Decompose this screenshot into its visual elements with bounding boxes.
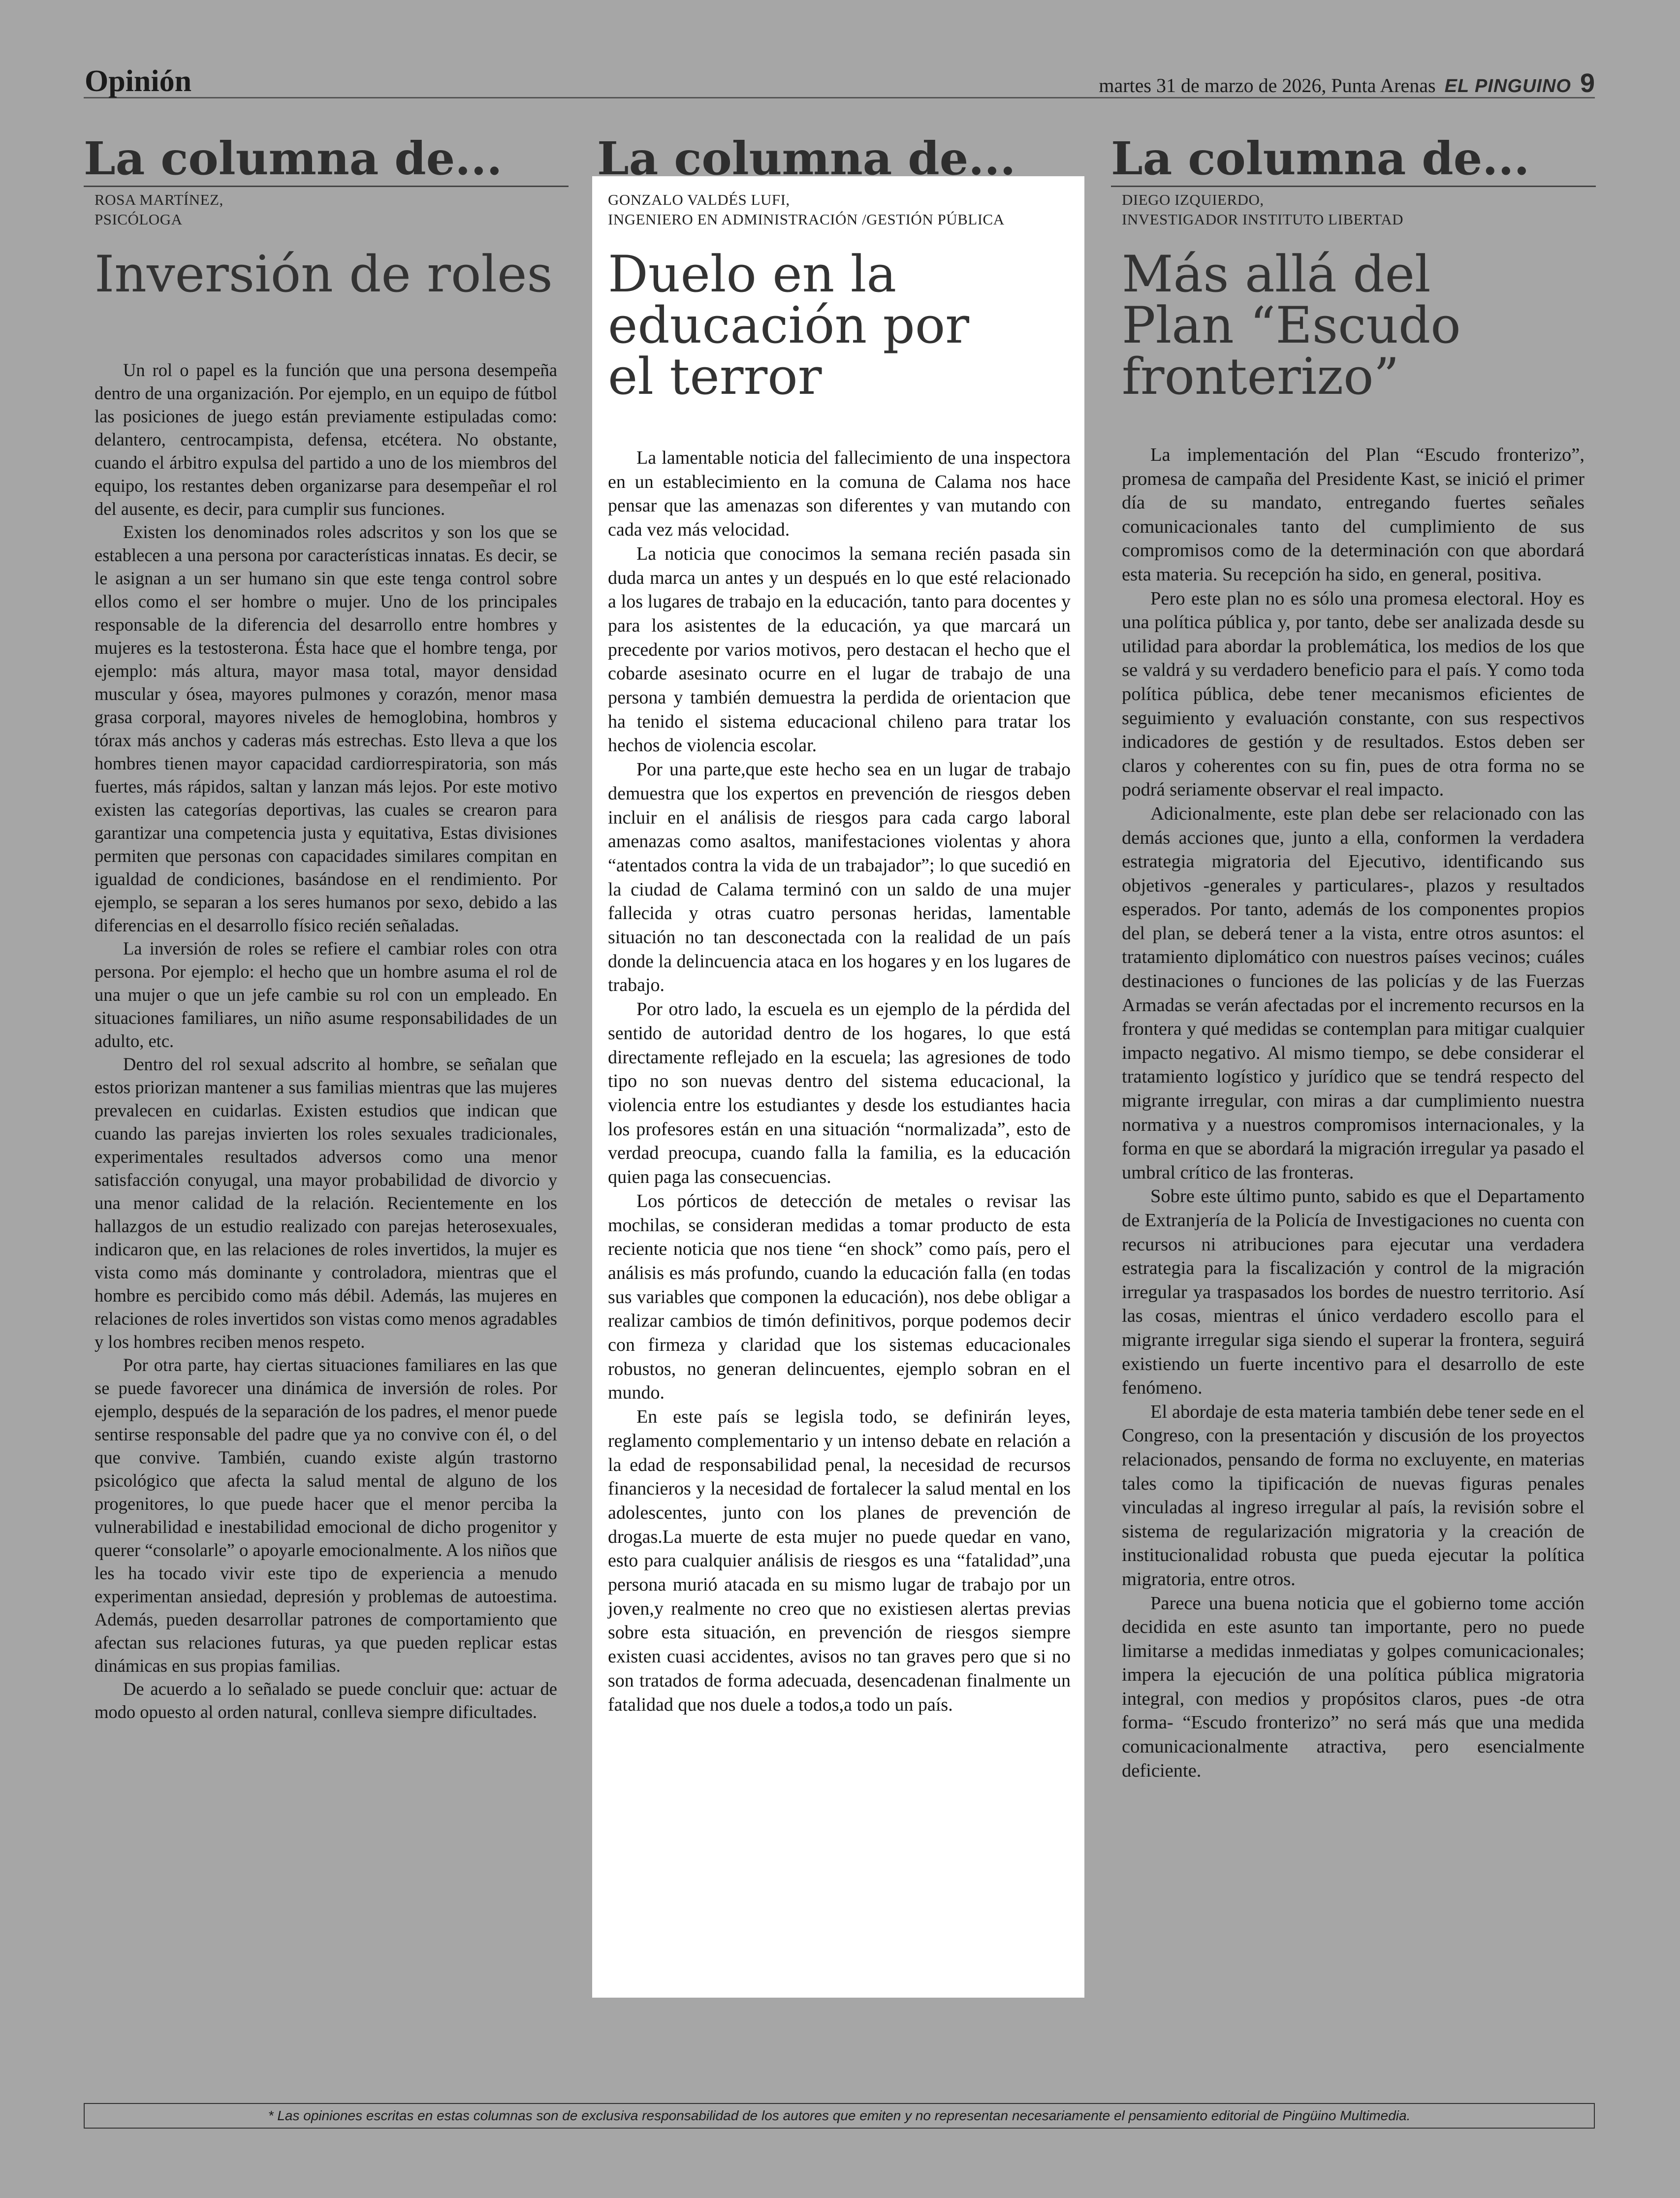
byline [95,190,569,229]
paragraph: La noticia que conocimos la semana recién pasada sin duda marca un antes y un después en lo que esté relacionado a los lugares de trabajo en la educación, tanto para docentes y para los asistentes de la educación, ya que marcará un precedente por varios motivos, pero destacan el hecho que el cobarde asesinato ocurre en el lugar de trabajo de una persona y también demuestra la perdida de orientacion que ha tenido el sistema educacional chileno para tratar los hechos de violencia escolar. [608,543,1071,756]
column-martinez [84,130,569,2040]
paragraph: La inversión de roles se refiere el cambiar roles con otra persona. Por ejemplo: el hecho que un hombre asuma el rol de una mujer o que un jefe cambie su rol con un empleado. En situaciones familiares, un niño asume responsabilidades de un adulto, etc. [95,938,557,1051]
page-number: 9 [1580,68,1595,98]
paragraph: La lamentable noticia del fallecimiento de una inspectora en un establecimiento en la comuna de Calama nos hace pensar que las amenazas son diferentes y van mutando con cada vez más velocidad. [608,447,1071,541]
column-izquierdo [1111,130,1596,2040]
article-body [95,358,557,1723]
paragraph: Por otra parte, hay ciertas situaciones familiares en las que se puede favorecer una dinámica de inversión de roles. Por ejemplo, después de la separación de los padres, el menor puede sentirse responsable del padre que ya no convive con él, o del que convive. También, cuando existe algún trastorno psicológico que afecta la salud mental de alguno de los progenitores, lo que puede hacer que el menor perciba la vulnerabilidad e inestabilidad emocional de dicho progenitor y querer “consolarle” o apoyarle emocionalmente. A los niños que les ha tocado vivir este tipo de experiencia a menudo experimentan ansiedad, depresión y problemas de autoestima. Además, pueden desarrollar patrones de comportamiento que afectan sus relaciones futuras, ya que pueden replicar estas dinámicas en sus propias familias. [95,1355,557,1676]
title-line: educación por [608,296,970,355]
article-title [1122,245,1596,406]
article-title [608,245,1082,406]
dateline-group [1099,68,1595,98]
title-line: Plan “Escudo [1122,296,1461,355]
title-line: fronterizo” [1122,348,1399,406]
paragraph: Los pórticos de detección de metales o revisar las mochilas, se consideran medidas a tomar producto de esta reciente noticia que nos tiene “en shock” como país, pero el análisis es más profundo, cuando la educación falla (en todas sus variables que componen la educación), nos debe obligar a realizar cambios de timón definitivos, porque podemos decir con firmeza y claridad que los sistemas educacionales robustos, no generan delincuentes, ejemplo sobran en el mundo. [608,1190,1071,1403]
byline [1122,190,1596,229]
paragraph: En este país se legisla todo, se definirán leyes, reglamento complementario y un intenso debate en relación a la edad de responsabilidad penal, la necesidad de recursos financieros y la necesidad de fortalecer la salud mental en los adolescentes, junto con los planes de prevención de drogas.La muerte de esta mujer no puede quedar en vano, esto para cualquier análisis de riesgos es una “fatalidad”,una persona murió atacada en su mismo lugar de trabajo por un joven,y realmente no creo que no existiesen alertas previas sobre esta situación, en prevención de riesgos siempre existen cuasi accidentes, avisos no tan graves pero que si no son tratados de forma adecuada, desencadenan finalmente un fatalidad que nos duele a todos,a todo un país. [608,1406,1071,1715]
title-line: el terror [608,348,822,406]
author-role: INVESTIGADOR INSTITUTO LIBERTAD [1122,211,1403,228]
paragraph: Sobre este último punto, sabido es que el Departamento de Extranjería de la Policía de Investigaciones no cuenta con recursos ni atribuciones para ejecutar una verdadera estrategia para la fiscalización y control de la migración irregular ya traspasados los bordes de nuestro territorio. Así las cosas, mientras el único verdadero escollo para el migrante irregular siga siendo el superar la frontera, seguirá existiendo un fuerte incentivo para el desarrollo de este fenómeno. [1122,1186,1585,1399]
disclaimer-text: * Las opiniones escritas en estas columnas son de exclusiva responsabilidad de los autores que emiten y no representan necesariamente el pensamiento editorial de Pingüino Multimedia. [268,2108,1411,2123]
paragraph: Un rol o papel es la función que una persona desempeña dentro de una organización. Por ejemplo, en un equipo de fútbol las posiciones de juego están previamente estipuladas como: delantero, centrocampista, defensa, etcétera. No obstante, cuando el árbitro expulsa del partido a uno de los miembros del equipo, los restantes deben organizarse para desempeñar el rol del ausente, es decir, para cumplir sus funciones. [95,360,557,519]
title-line: Más allá del [1122,245,1431,304]
author-name: GONZALO VALDÉS LUFI, [608,191,790,208]
paragraph: Parece una buena noticia que el gobierno tome acción decidida en este asunto tan importante, pero no puede limitarse a medidas inmediatas y golpes comunicacionales; impera la ejecución de una política pública migratoria integral, con medios y propósitos claros, pues -de otra forma- “Escudo fronterizo” no será más que una medida comunicacionalmente atractiva, pero esencialmente deficiente. [1122,1593,1585,1781]
author-role: INGENIERO EN ADMINISTRACIÓN /GESTIÓN PÚBLICA [608,211,1005,228]
paragraph: La implementación del Plan “Escudo fronterizo”, promesa de campaña del Presidente Kast, se inició el primer día de su mandato, entregando fuertes señales comunicacionales tanto del cumplimiento de sus compromisos como de la determinación con que abordará esta materia. Su recepción ha sido, en general, positiva. [1122,445,1585,585]
title-line: Duelo en la [608,245,897,304]
paragraph: Dentro del rol sexual adscrito al hombre, se señalan que estos priorizan mantener a sus familias mientras que las mujeres prevalecen en cuidarlas. Existen estudios que indican que cuando las parejas invierten los roles sexuales tradicionales, experimentales resultados adversos como una menor satisfacción conyugal, una mayor probabilidad de divorcio y una menor calidad de la relación. Recientemente en los hallazgos de un estudio realizado con parejas heterosexuales, indicaron que, en las relaciones de roles invertidos, la mujer es vista como más dominante y controladora, mientras que el hombre es percibido como más débil. Además, las mujeres en relaciones de roles invertidos son vistas como menos agradables y los hombres reciben menos respeto. [95,1054,557,1352]
title-line: Inversión de roles [95,245,553,304]
column-heading: La columna de... [1111,130,1596,187]
paragraph: Por otro lado, la escuela es un ejemplo de la pérdida del sentido de autoridad dentro de los hogares, lo que está directamente reflejado en la escuela; las agresiones de todo tipo no son nuevas dentro del sistema educacional, la violencia entre los estudiantes y desde los estudiantes hacia los profesores están en una situación “normalizada”, esto de verdad preocupa, cuando falla la familia, es la educación quien paga las consecuencias. [608,999,1071,1188]
author-name: DIEGO IZQUIERDO, [1122,191,1264,208]
page-header [84,64,1595,98]
byline [608,190,1082,229]
newspaper-logo: EL PINGUINO [1444,76,1571,96]
dateline: martes 31 de marzo de 2026, Punta Arenas [1099,74,1436,96]
paragraph: El abordaje de esta materia también debe tener sede en el Congreso, con la presentación y discusión de los proyectos relacionados, pensando de forma no excluyente, en materias tales como la tipificación de nuevas figuras penales vinculadas al ingreso irregular al país, la revisión sobre el sistema de regularización migratoria y la creación de institucionalidad robusta que pueda ejecutar la política migratoria, entre otros. [1122,1401,1585,1590]
paragraph: De acuerdo a lo señalado se puede concluir que: actuar de modo opuesto al orden natural, conlleva siempre dificultades. [95,1679,557,1722]
column-valdes [597,130,1082,2040]
column-heading: La columna de... [84,130,569,187]
author-name: ROSA MARTÍNEZ, [95,191,223,208]
paragraph: Adicionalmente, este plan debe ser relacionado con las demás acciones que, junto a ella, conformen la verdadera estrategia migratoria del Ejecutivo, identificando sus objetivos -generales y particulares-, plazos y resultados esperados. Por tanto, además de los componentes propios del plan, se deberá tener a la vista, entre otros asuntos: el tratamiento diplomático con nuestros países vecinos; cuáles destinaciones o funciones de las policías y de las Fuerzas Armadas se verán afectadas por el incremento recursos en la frontera y qué medidas se contemplan para mitigar cualquier impacto negativo. Al mismo tiempo, se debe considerar el tratamiento logístico y jurídico que se tendrá respecto del migrante irregular, con miras a dar cumplimiento nuestra normativa y a nuestros compromisos internacionales, y la forma en que se abordará la migración irregular ya pasado el umbral crítico de las fronteras. [1122,803,1585,1183]
paragraph: Por una parte,que este hecho sea en un lugar de trabajo demuestra que los expertos en prevención de riesgos deben incluir en el análisis de riesgos para cada cargo laboral amenazas como asaltos, manifestaciones violentas y ahora “atentados contra la vida de un trabajador”; lo que sucedió en la ciudad de Calama terminó con un saldo de una mujer fallecida y otras cuatro personas heridas, lamentable situación no tan desconectada con la realidad de un país donde la delincuencia ataca en los hogares y en los lugares de trabajo. [608,759,1071,996]
author-role: PSICÓLOGA [95,211,183,228]
paragraph: Pero este plan no es sólo una promesa electoral. Hoy es una política pública y, por tanto, debe ser analizada desde su utilidad para abordar la problemática, los medios de los que se valdrá y su verdadero beneficio para el país. Y como toda política pública, debe tener mecanismos eficientes de seguimiento y evaluación constante, con sus respectivos indicadores de gestión y de resultados. Estos deben ser claros y coherentes con su fin, pues de otra forma no se podrá seriamente observar el real impacto. [1122,588,1585,800]
column-heading: La columna de... [597,132,1016,185]
article-body [608,446,1071,1717]
disclaimer-box [84,2103,1595,2129]
paragraph: Existen los denominados roles adscritos y son los que se establecen a una persona por características innatas. Es decir, se le asignan a un ser humano sin que este tenga control sobre ellos como el ser hombre o mujer. Uno de los principales responsable de la diferencia del desarrollo entre hombres y mujeres es la testosterona. Ésta hace que el hombre tenga, por ejemplo: más altura, mayor masa total, mayor densidad muscular y ósea, mayores pulmones y corazón, menor masa grasa corporal, mayores niveles de hemoglobina, hombros y tórax más anchos y caderas más estrechas. Esto lleva a que los hombres tienen mayor capacidad cardiorrespiratoria, son más fuertes, más rápidos, saltan y lanzan más lejos. Por este motivo existen las categorías deportivas, las cuales se crearon para garantizar una competencia justa y equitativa, Estas divisiones permiten que personas con capacidades similares compitan en igualdad de condiciones, basándose en el rendimiento. Por ejemplo, se separan a los seres humanos por sexo, debido a las diferencias en el desarrollo físico recién señaladas. [95,522,557,935]
article-title [95,245,569,304]
section-name: Opinión [85,64,192,98]
article-body [1122,443,1585,1783]
